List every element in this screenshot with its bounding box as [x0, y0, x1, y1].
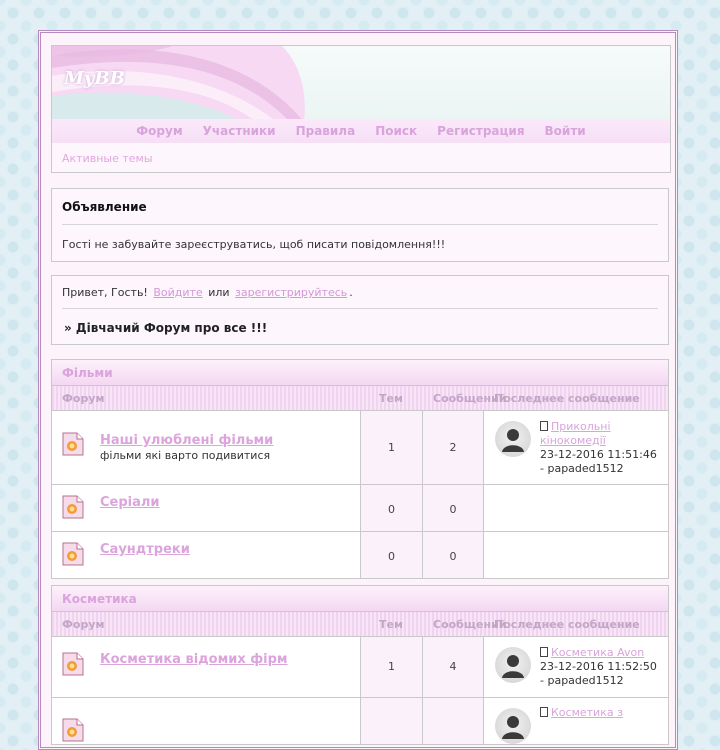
nav-search[interactable]: Поиск	[375, 124, 418, 138]
col-topics-label: Тем	[379, 618, 403, 631]
forum-unread-icon	[62, 432, 84, 456]
sub-navigation	[51, 143, 671, 173]
forum-unread-icon	[62, 495, 84, 519]
register-link[interactable]: зарегистрируйтесь	[235, 286, 348, 299]
divider	[62, 224, 658, 225]
welcome-line	[62, 286, 353, 299]
last-post-info	[540, 420, 662, 476]
column-headers	[52, 612, 668, 637]
nav-members[interactable]: Участники	[202, 124, 276, 138]
posts-count: 2	[449, 441, 457, 454]
user-avatar[interactable]	[495, 647, 531, 683]
last-post-link[interactable]: Прикольні кінокомедії	[540, 420, 611, 447]
forum-link[interactable]: Косметика відомих фірм	[100, 652, 288, 667]
nav-register[interactable]: Регистрация	[437, 124, 525, 138]
last-post-empty	[484, 532, 668, 578]
forum-unread-icon	[62, 652, 84, 676]
last-post-author: - papaded1512	[540, 674, 624, 687]
category-title[interactable]: Косметика	[62, 592, 137, 606]
divider	[62, 308, 658, 309]
login-link[interactable]: Войдите	[153, 286, 203, 299]
category-header[interactable]	[52, 586, 668, 612]
document-icon	[540, 421, 548, 431]
forum-board-title: » Дівчачий Форум про все !!!	[64, 321, 268, 335]
header-swoosh-graphic	[52, 46, 670, 122]
last-post-datetime: 23-12-2016 11:52:50	[540, 660, 657, 673]
category-title[interactable]: Фільми	[62, 366, 113, 380]
announcement-panel	[51, 188, 669, 262]
topics-count: 0	[388, 550, 395, 563]
user-silhouette-icon	[495, 647, 531, 683]
topics-count: 1	[388, 441, 395, 454]
user-silhouette-icon	[495, 421, 531, 457]
col-posts-label: Сообщений	[433, 392, 507, 405]
posts-count: 0	[449, 503, 457, 516]
site-logo[interactable]: MyBB	[64, 68, 125, 89]
last-post-empty	[484, 485, 668, 531]
forum-description: фільми які варто подивитися	[100, 449, 271, 462]
forum-row	[52, 532, 668, 578]
forum-row	[52, 485, 668, 532]
col-last-label: Последнее сообщение	[494, 618, 640, 631]
topics-count: 0	[388, 503, 395, 516]
user-avatar[interactable]	[495, 708, 531, 744]
last-post-link[interactable]: Косметика з	[551, 706, 623, 719]
nav-forum[interactable]: Форум	[136, 124, 183, 138]
forum-unread-icon	[62, 542, 84, 566]
page-wrapper	[38, 30, 678, 750]
forum-unread-icon	[62, 718, 84, 742]
user-avatar[interactable]	[495, 421, 531, 457]
col-posts-label: Сообщений	[433, 618, 507, 631]
category-cosmetics	[51, 585, 669, 745]
forum-row	[52, 637, 668, 698]
announcement-text: Гості не забувайте зареєструватись, щоб писати повідомлення!!!	[62, 238, 446, 251]
col-last-label: Последнее сообщение	[494, 392, 640, 405]
announcement-title: Объявление	[62, 200, 147, 214]
active-topics-link[interactable]: Активные темы	[62, 152, 153, 165]
forum-row	[52, 411, 668, 485]
last-post-author: - papaded1512	[540, 462, 624, 475]
forum-row	[52, 698, 668, 744]
column-headers	[52, 386, 668, 411]
forum-link[interactable]: Наші улюблені фільми	[100, 433, 274, 448]
last-post-info	[540, 706, 662, 720]
greeting-text: Привет, Гость!	[62, 286, 148, 299]
category-films	[51, 359, 669, 579]
col-forum-label: Форум	[62, 618, 105, 631]
welcome-panel	[51, 275, 669, 345]
nav-rules[interactable]: Правила	[295, 124, 356, 138]
forum-link[interactable]: Серіали	[100, 495, 160, 510]
site-header	[51, 45, 671, 123]
or-text: или	[208, 286, 230, 299]
period-text: .	[349, 286, 353, 299]
document-icon	[540, 707, 548, 717]
forum-link[interactable]: Саундтреки	[100, 542, 190, 557]
col-forum-label: Форум	[62, 392, 105, 405]
posts-count: 4	[449, 660, 457, 673]
main-navigation	[51, 119, 671, 144]
user-silhouette-icon	[495, 708, 531, 744]
last-post-datetime: 23-12-2016 11:51:46	[540, 448, 657, 461]
last-post-link[interactable]: Косметика Avon	[551, 646, 645, 659]
posts-count: 0	[449, 550, 457, 563]
last-post-info	[540, 646, 662, 688]
document-icon	[540, 647, 548, 657]
col-topics-label: Тем	[379, 392, 403, 405]
nav-login[interactable]: Войти	[544, 124, 586, 138]
topics-count: 1	[388, 660, 395, 673]
category-header[interactable]	[52, 360, 668, 386]
